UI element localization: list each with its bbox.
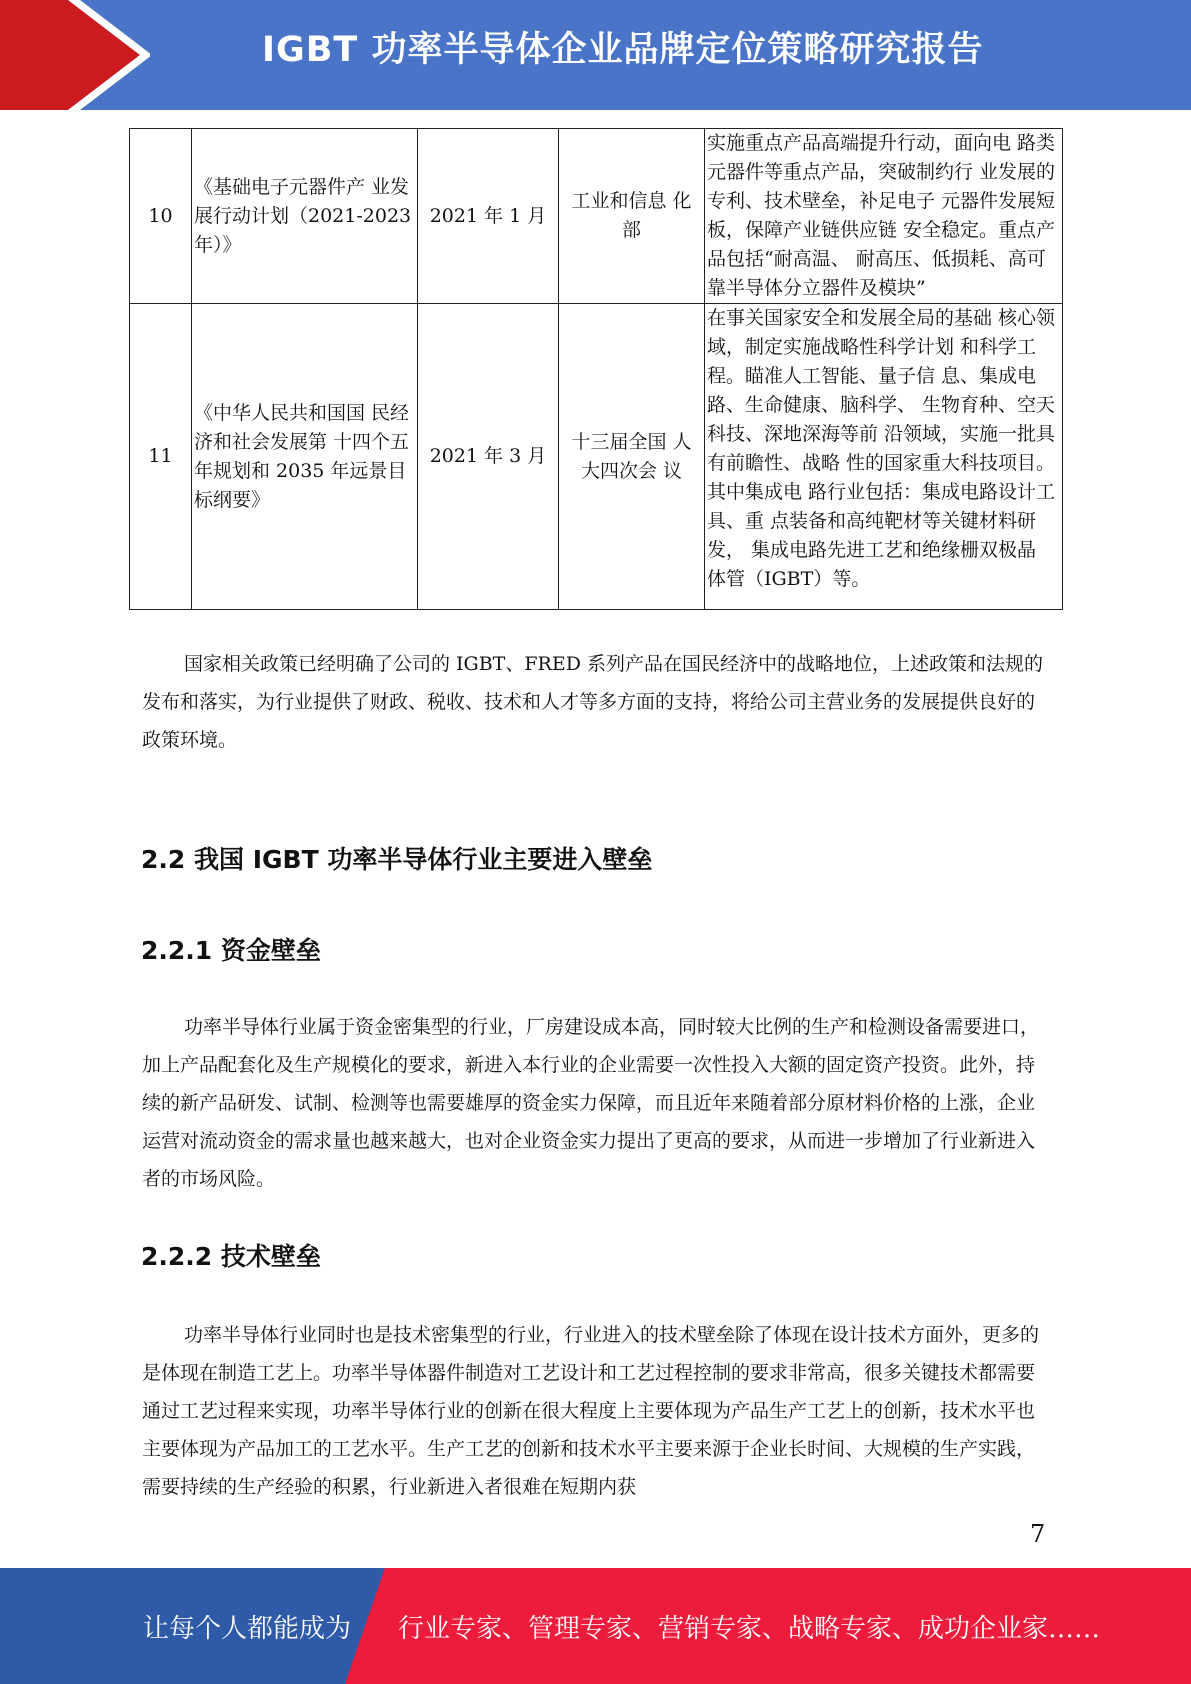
page-number: 7 (1030, 1520, 1046, 1548)
footer-slogan-left: 让每个人都能成为 (143, 1614, 352, 1644)
table-row (130, 304, 1063, 610)
row-number: 11 (130, 304, 192, 610)
report-title: IGBT 功率半导体企业品牌定位策略研究报告 (262, 30, 984, 70)
technology-barrier-paragraph: 功率半导体行业同时也是技术密集型的行业，行业进入的技术壁垒除了体现在设计技术方面外，更多的是体现在制造工艺上。功率半导体器件制造对工艺设计和工艺过程控制的要求非常高，很多关键技术都需要通过工艺过程来实现，功率半导体行业的创新在很大程度上主要体现为产品生产工艺上的创新，技术水平也主要体现为产品加工的工艺水平。生产工艺的创新和技术水平主要来源于企业长时间、大规模的生产实践，需要持续的生产经验的积累，行业新进入者很难在短期内获 (142, 1324, 1040, 1498)
subsection-heading-technology: 2.2.2 技术壁垒 (141, 1242, 321, 1271)
footer-slogan-right: 行业专家、管理专家、营销专家、战略专家、成功企业家…… (398, 1614, 1101, 1644)
issuing-department: 工业和信息 化部 (559, 129, 705, 304)
capital-barrier-paragraph: 功率半导体行业属于资金密集型的行业，厂房建设成本高，同时较大比例的生产和检测设备需要进口，加上产品配套化及生产规模化的要求，新进入本行业的企业需要一次性投入大额的固定资产投资。此外，持续的新产品研发、试制、检测等也需要雄厚的资金实力保障，而且近年来随着部分原材料价格的上涨，企业运营对流动资金的需求量也越来越大，也对企业资金实力提出了更高的要求，从而进一步增加了行业新进入者的市场风险。 (142, 1016, 1040, 1190)
policy-date: 2021 年 1 月 (418, 129, 559, 304)
page-footer (0, 1568, 1191, 1684)
row-number: 10 (130, 129, 192, 304)
policy-name: 《基础电子元器件产 业发展行动计划（2021-2023 年）》 (192, 129, 418, 304)
policy-table (129, 128, 1063, 610)
policy-date: 2021 年 3 月 (418, 304, 559, 610)
issuing-department: 十三届全国 人大四次会 议 (559, 304, 705, 610)
policy-content: 实施重点产品高端提升行动，面向电 路类元器件等重点产品，突破制约行 业发展的专利、技术壁垒，补足电子 元器件发展短板，保障产业链供应链 安全稳定。重点产品包括“耐高温、 耐高压、低损耗、高可靠半导体分立器件及模块” (705, 129, 1063, 304)
policy-content: 在事关国家安全和发展全局的基础 核心领域，制定实施战略性科学计划 和科学工程。瞄准人工智能、量子信 息、集成电路、生命健康、脑科学、 生物育种、空天科技、深地深海等前 沿领域，实施一批具有前瞻性、战略 性的国家重大科技项目。其中集成电 路行业包括：集成电路设计工具、重 点装备和高纯靶材等关键材料研发， 集成电路先进工艺和绝缘栅双极晶 体管（IGBT）等。 (705, 304, 1063, 610)
header-arrow-decoration (0, 0, 150, 110)
table-row (130, 129, 1063, 304)
subsection-heading-capital: 2.2.1 资金壁垒 (141, 936, 321, 965)
page-header (0, 0, 1191, 110)
policy-name: 《中华人民共和国国 民经济和社会发展第 十四个五年规划和 2035 年远景目标纲要》 (192, 304, 418, 610)
section-heading: 2.2 我国 IGBT 功率半导体行业主要进入壁垒 (141, 845, 653, 874)
policy-summary-paragraph: 国家相关政策已经明确了公司的 IGBT、FRED 系列产品在国民经济中的战略地位，上述政策和法规的发布和落实，为行业提供了财政、税收、技术和人才等多方面的支持，将给公司主营业务的发展提供良好的政策环境。 (142, 653, 1043, 751)
